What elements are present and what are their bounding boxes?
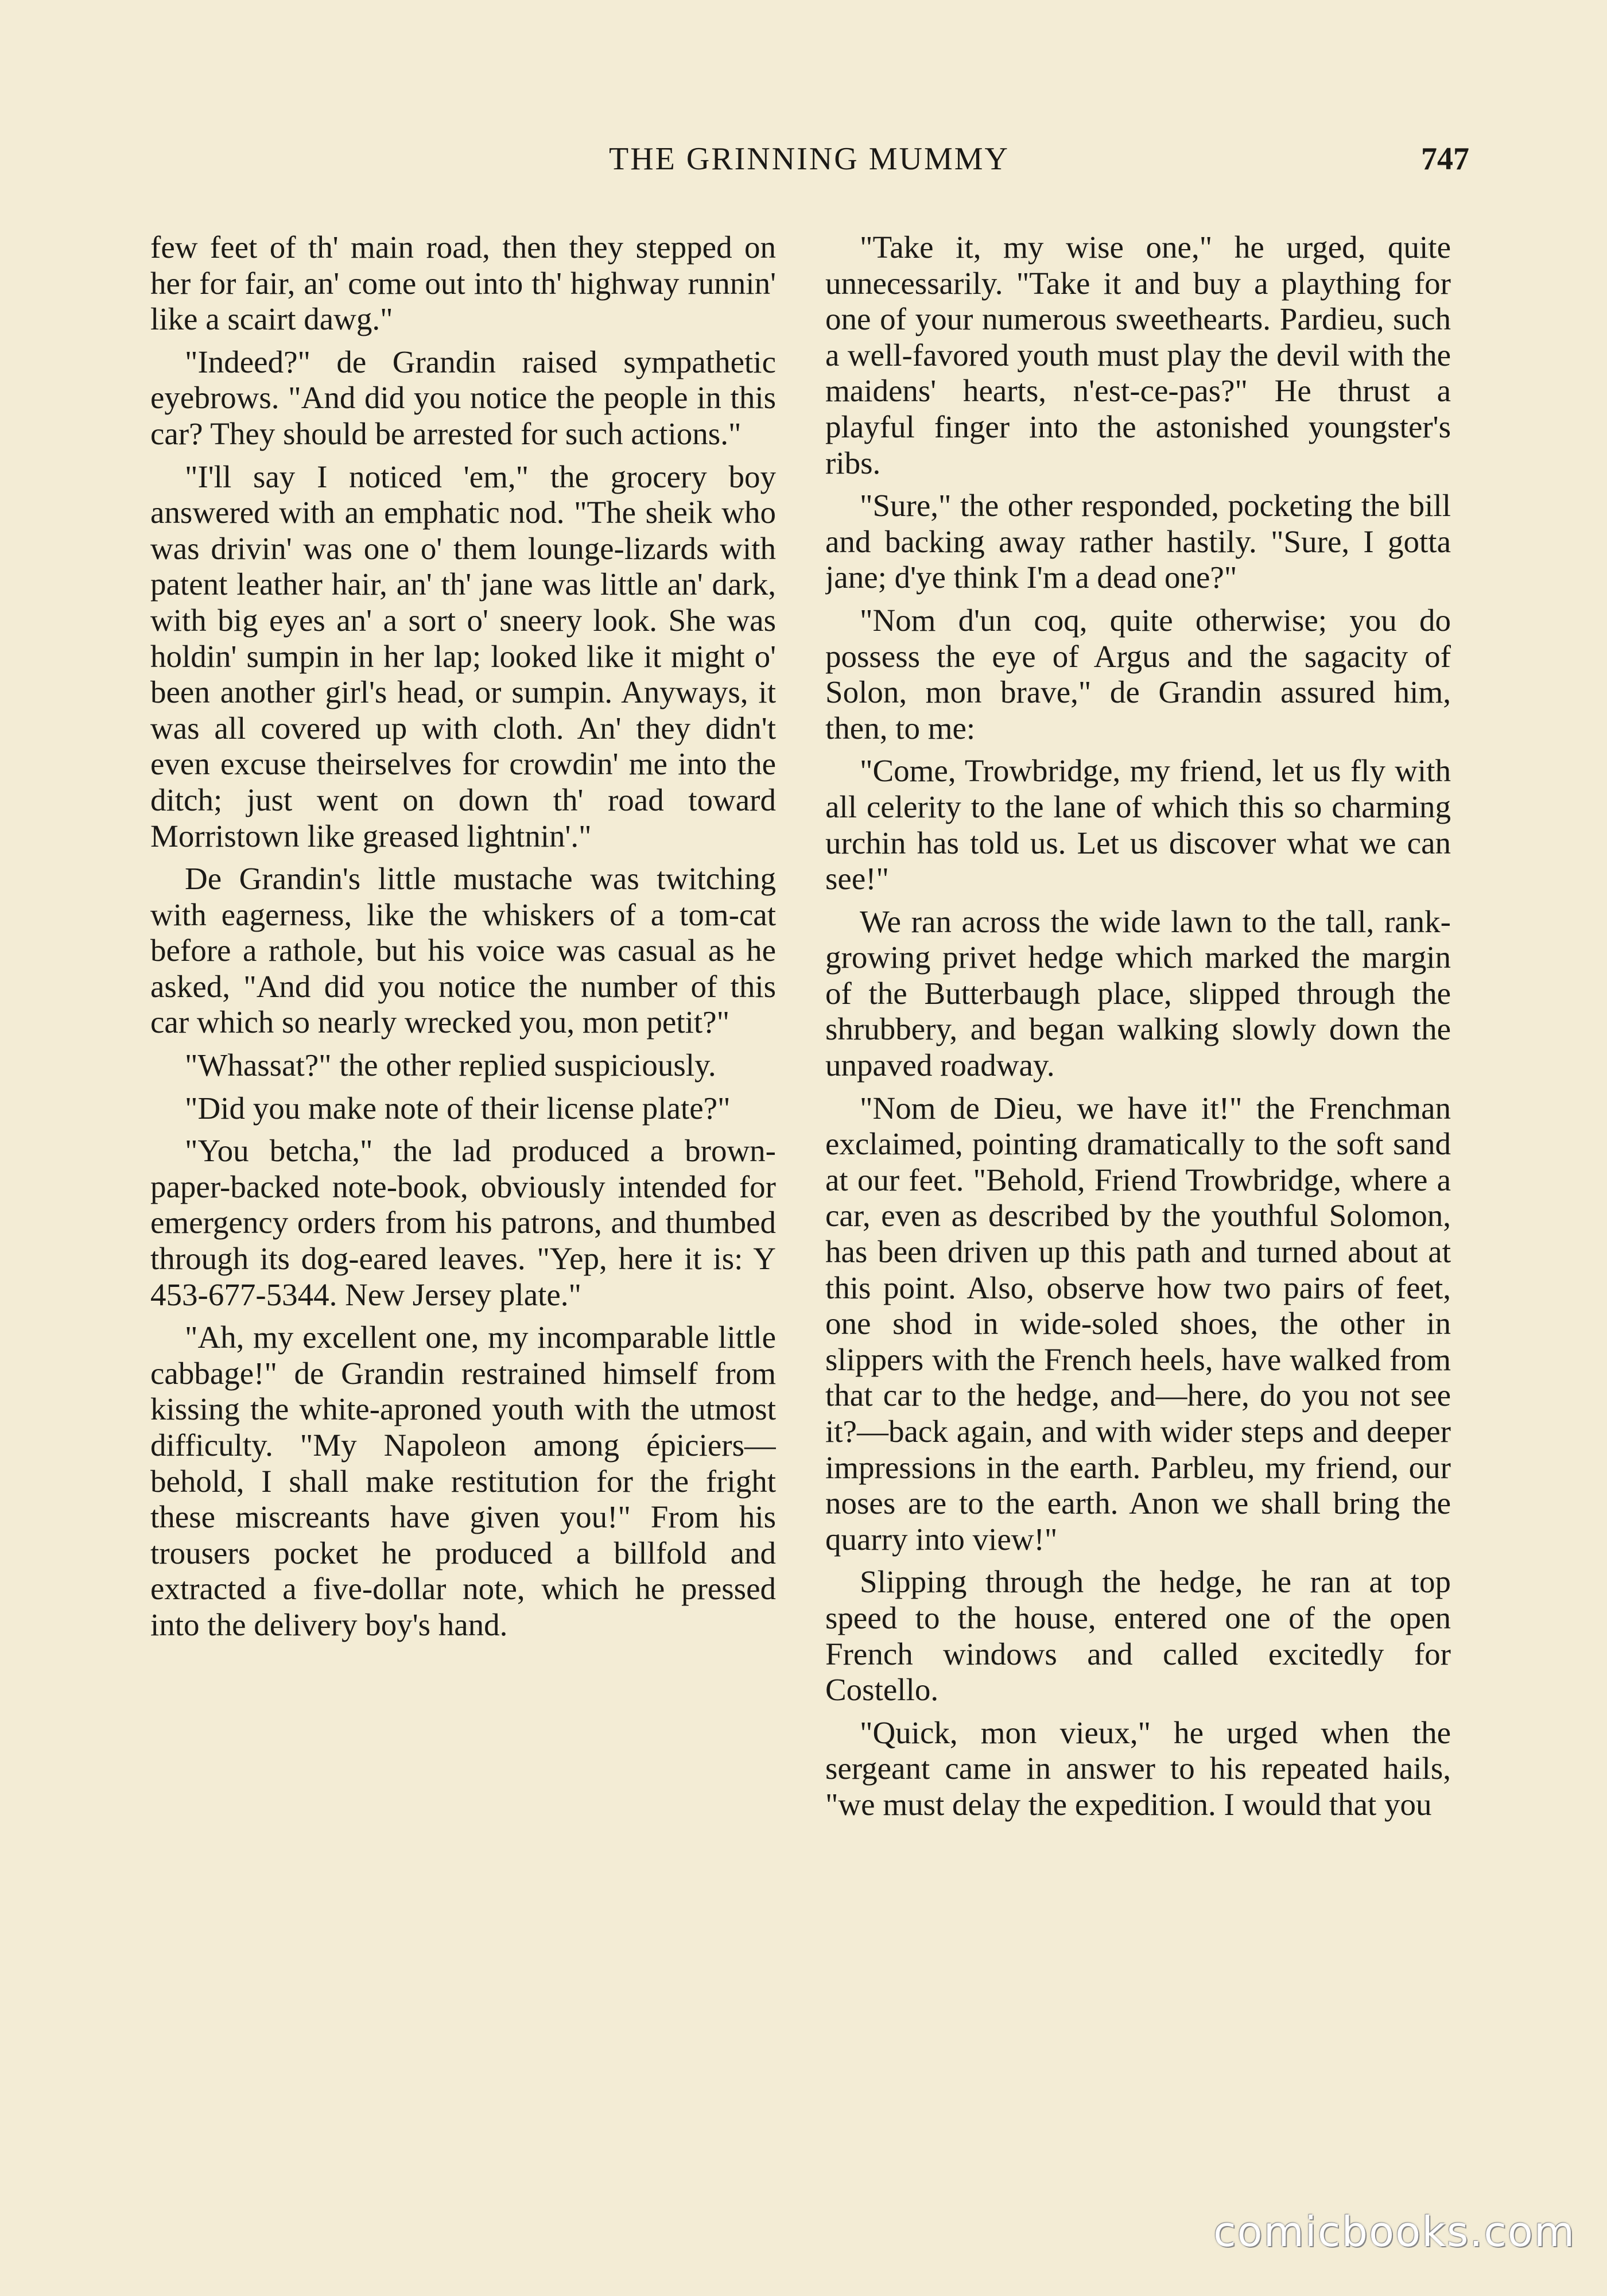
paragraph: De Grandin's little mustache was twitching with eagerness, like the whiskers of a tom-cat before a rathole, but his voice was casual as he asked, "And did you notice the number of this car which so nearly wrecked you, mon petit?"	[150, 861, 776, 1040]
paragraph: "Indeed?" de Grandin raised sympathetic eyebrows. "And did you notice the people in this car? They should be arrested for such actions."	[150, 344, 776, 451]
paragraph: We ran across the wide lawn to the tall, rank-growing privet hedge which marked the margin of the Butterbaugh place, slipped through the shrubbery, and began walking slowly down the unpaved roadway.	[825, 903, 1451, 1083]
paragraph: "Whassat?" the other replied suspiciously.	[185, 1048, 716, 1083]
paragraph: "Come, Trowbridge, my friend, let us fly with all celerity to the lane of which this so charming urchin has told us. Let us discover what we can see!"	[825, 753, 1451, 897]
running-title: THE GRINNING MUMMY	[609, 141, 1010, 177]
paragraph: "Did you make note of their license plate?"	[185, 1090, 731, 1126]
paragraph: "Take it, my wise one," he urged, quite unnecessarily. "Take it and buy a plaything for one of your numerous sweethearts. Pardieu, such a well-favored youth must play the devil with the maidens' hearts, n'est-ce-pas?" He thrust a playful finger into the astonished youngster's ribs.	[825, 230, 1451, 480]
paragraph: "Nom de Dieu, we have it!" the Frenchman exclaimed, pointing dramatically to the soft sand at our feet. "Behold, Friend Trowbridge, where a car, even as described by the youthful Solomon, has been driven up this path and turned about at this point. Also, observe how two pairs of feet, one shod in wide-soled shoes, the other in slippers with the French heels, have walked from that car to the hedge, and—here, do you not see it?—back again, and with wider steps and deeper impressions in the earth. Parbleu, my friend, our noses are to the earth. Anon we shall bring the quarry into view!"	[825, 1090, 1451, 1557]
paragraph: "Quick, mon vieux," he urged when the sergeant came in answer to his repeated hails, "we must delay the expedition. I would that you	[825, 1715, 1451, 1822]
paragraph: "You betcha," the lad produced a brown-paper-backed note-book, obviously intended for emergency orders from his patrons, and thumbed through its dog-eared leaves. "Yep, here it is: Y 453-677-5344. New Jersey plate."	[150, 1133, 776, 1312]
paragraph: "I'll say I noticed 'em," the grocery boy answered with an emphatic nod. "The sheik who was drivin' was one o' them lounge-lizards with patent leather hair, an' th' jane was little an' dark, with big eyes an' a sort o' sneery look. She was holdin' sumpin in her lap; looked like it might o' been another girl's head, or sumpin. Anyways, it was all covered up with cloth. An' they didn't even excuse theirselves for crowdin' me into the ditch; just went on down th' road toward Morristown like greased lightnin'."	[150, 459, 776, 854]
page-header	[149, 141, 1469, 192]
paragraph: "Ah, my excellent one, my incomparable little cabbage!" de Grandin restrained himself from kissing the white-aproned youth with the utmost difficulty. "My Napoleon among épiciers—behold, I shall make restitution for the fright these miscreants have given you!" From his trousers pocket he produced a billfold and extracted a five-dollar note, which he pressed into the delivery boy's hand.	[150, 1320, 776, 1642]
paragraph: Slipping through the hedge, he ran at top speed to the house, entered one of the open French windows and called excitedly for Costello.	[825, 1564, 1451, 1708]
watermark: comicbooks.com	[1213, 2208, 1575, 2256]
paragraph: few feet of th' main road, then they stepped on her for fair, an' come out into th' highway runnin' like a scairt dawg."	[150, 230, 776, 337]
paragraph: "Nom d'un coq, quite otherwise; you do possess the eye of Argus and the sagacity of Solon, mon brave," de Grandin assured him, then, to me:	[825, 602, 1451, 746]
paragraph: "Sure," the other responded, pocketing the bill and backing away rather hastily. "Sure, I gotta jane; d'ye think I'm a dead one?"	[825, 488, 1451, 595]
left-column	[150, 230, 776, 2170]
page-number: 747	[1421, 141, 1469, 177]
right-column	[825, 230, 1451, 2170]
